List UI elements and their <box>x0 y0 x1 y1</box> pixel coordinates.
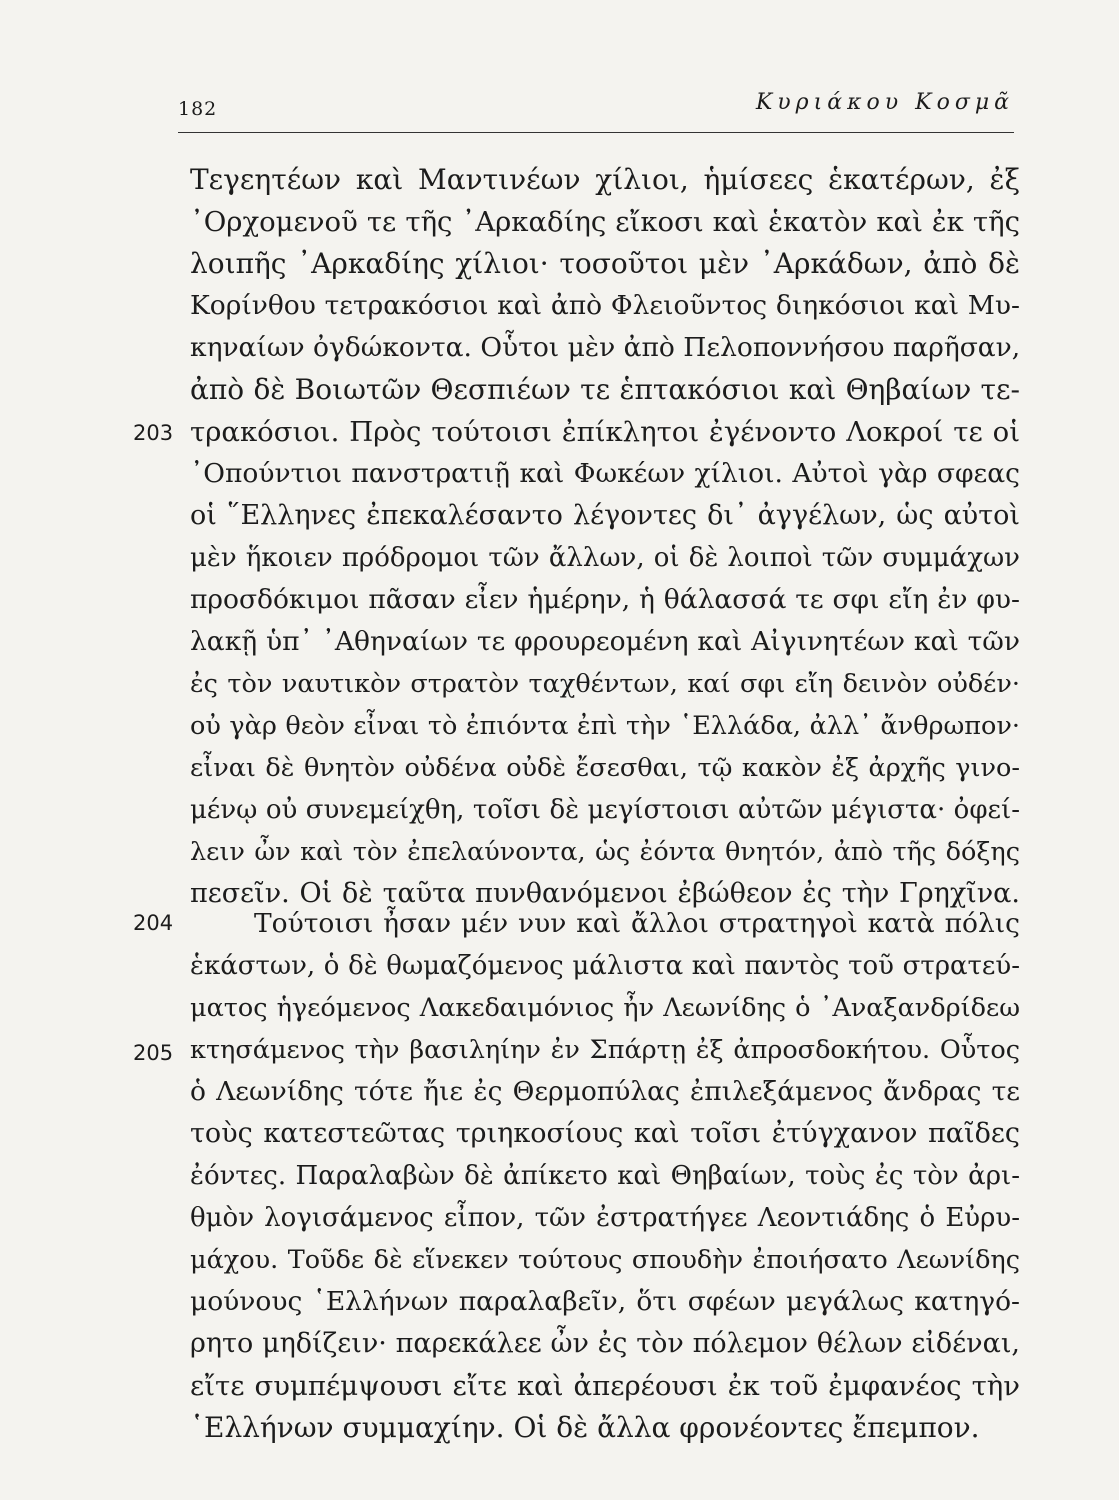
text-line: ρητο μηδίζειν· παρεκάλεε ὦν ἐς τὸν πόλεμον θέλων εἰδέναι, <box>190 1328 1020 1359</box>
text-line: κηναίων ὀγδώκοντα. Οὗτοι μὲν ἀπὸ Πελοποννήσου παρῆσαν, <box>190 332 1021 363</box>
text-line: εἶναι δὲ θνητὸν οὐδένα οὐδὲ ἔσεσθαι, τῷ κακὸν ἐξ ἀρχῆς γινο- <box>190 753 1020 783</box>
text-line: ὁ Λεωνίδης τότε ἤιε ἐς Θερμοπύλας ἐπιλεξάμενος ἄνδρας τε <box>190 1076 1020 1107</box>
text-line: Κορίνθου τετρακόσιοι καὶ ἀπὸ Φλειοῦντος διηκόσιοι καὶ Μυ- <box>190 290 1020 321</box>
text-line: Τεγεητέων καὶ Μαντινέων χίλιοι, ἡμίσεες ἑκατέρων, ἐξ <box>190 163 1020 196</box>
text-line: ἐόντες. Παραλαβὼν δὲ ἀπίκετο καὶ Θηβαίων, τοὺς ἐς τὸν ἀρι- <box>190 1161 1020 1191</box>
text-line: κτησάμενος τὴν βασιληίην ἐν Σπάρτῃ ἐξ ἀπροσδοκήτου. Οὗτος <box>190 1035 1020 1065</box>
page-number: 182 <box>178 98 218 120</box>
text-line: ἀπὸ δὲ Βοιωτῶν Θεσπιέων τε ἑπτακόσιοι καὶ Θηβαίων τε- <box>190 373 1020 406</box>
text-line: ματος ἡγεόμενος Λακεδαιμόνιος ἦν Λεωνίδης ὁ ᾿Αναξανδρίδεω <box>190 993 1020 1023</box>
text-line: οἱ ῞Ελληνες ἐπεκαλέσαντο λέγοντες δι᾿ ἀγγέλων, ὡς αὐτοὶ <box>190 500 1020 531</box>
text-line: προσδόκιμοι πᾶσαν εἶεν ἡμέρην, ἡ θάλασσά τε σφι εἴη ἐν φυ- <box>190 584 1020 615</box>
text-line: τοὺς κατεστεῶτας τριηκοσίους καὶ τοῖσι ἐτύγχανον παῖδες <box>190 1118 1020 1149</box>
text-line: ῾Ελλήνων συμμαχίην. Οἱ δὲ ἄλλα φρονέοντες ἔπεμπον. <box>190 1411 980 1444</box>
text-line: ἑκάστων, ὁ δὲ θωμαζόμενος μάλιστα καὶ παντὸς τοῦ στρατεύ- <box>190 951 1020 981</box>
running-head: Κυριάκου Κοσμᾶ <box>755 90 1014 115</box>
text-line: μάχου. Τοῦδε δὲ εἵνεκεν τούτους σπουδὴν ἐποιήσατο Λεωνίδης <box>190 1245 1020 1275</box>
margin-section-number: 203 <box>133 421 174 445</box>
text-line: μένῳ οὐ συνεμείχθη, τοῖσι δὲ μεγίστοισι αὐτῶν μέγιστα· ὀφεί- <box>190 795 1020 825</box>
text-line: λειν ὦν καὶ τὸν ἐπελαύνοντα, ὡς ἐόντα θνητόν, ἀπὸ τῆς δόξης <box>190 837 1020 867</box>
text-line: τρακόσιοι. Πρὸς τούτοισι ἐπίκλητοι ἐγένοντο Λοκροί τε οἱ <box>190 416 1020 448</box>
margin-section-number: 204 <box>133 911 174 935</box>
text-line: ᾿Ορχομενοῦ τε τῆς ᾿Αρκαδίης εἴκοσι καὶ ἑκατὸν καὶ ἐκ τῆς <box>190 206 1020 238</box>
text-line: πεσεῖν. Οἱ δὲ ταῦτα πυνθανόμενοι ἐβώθεον ἐς τὴν Γρηχῖνα. <box>190 878 1020 909</box>
text-line: ᾿Οπούντιοι πανστρατιῇ καὶ Φωκέων χίλιοι. Αὐτοὶ γὰρ σφεας <box>190 458 1020 489</box>
text-line: ἐς τὸν ναυτικὸν στρατὸν ταχθέντων, καί σφι εἴη δεινὸν οὐδέν· <box>190 669 1020 699</box>
text-line: εἴτε συμπέμψουσι εἴτε καὶ ἀπερέουσι ἐκ τοῦ ἐμφανέος τὴν <box>190 1370 1020 1402</box>
text-line: θμὸν λογισάμενος εἶπον, τῶν ἐστρατήγεε Λεοντιάδης ὁ Εὐρυ- <box>190 1203 1020 1233</box>
text-line: οὐ γὰρ θεὸν εἶναι τὸ ἐπιόντα ἐπὶ τὴν ῾Ελλάδα, ἀλλ᾿ ἄνθρωπον· <box>190 711 1020 741</box>
text-line: Τούτοισι ἦσαν μέν νυν καὶ ἄλλοι στρατηγοὶ κατὰ πόλις <box>254 908 1020 939</box>
margin-section-number: 205 <box>133 1041 174 1065</box>
text-line: λοιπῆς ᾿Αρκαδίης χίλιοι· τοσοῦτοι μὲν ᾿Αρκάδων, ἀπὸ δὲ <box>190 247 1020 280</box>
text-line: μὲν ἥκοιεν πρόδρομοι τῶν ἄλλων, οἱ δὲ λοιποὶ τῶν συμμάχων <box>190 543 1020 573</box>
text-line: λακῇ ὑπ᾿ ᾿Αθηναίων τε φρουρεομένη καὶ Αἰγινητέων καὶ τῶν <box>190 626 1020 657</box>
text-line: μούνους ῾Ελλήνων παραλαβεῖν, ὅτι σφέων μεγάλως κατηγό- <box>190 1286 1020 1317</box>
